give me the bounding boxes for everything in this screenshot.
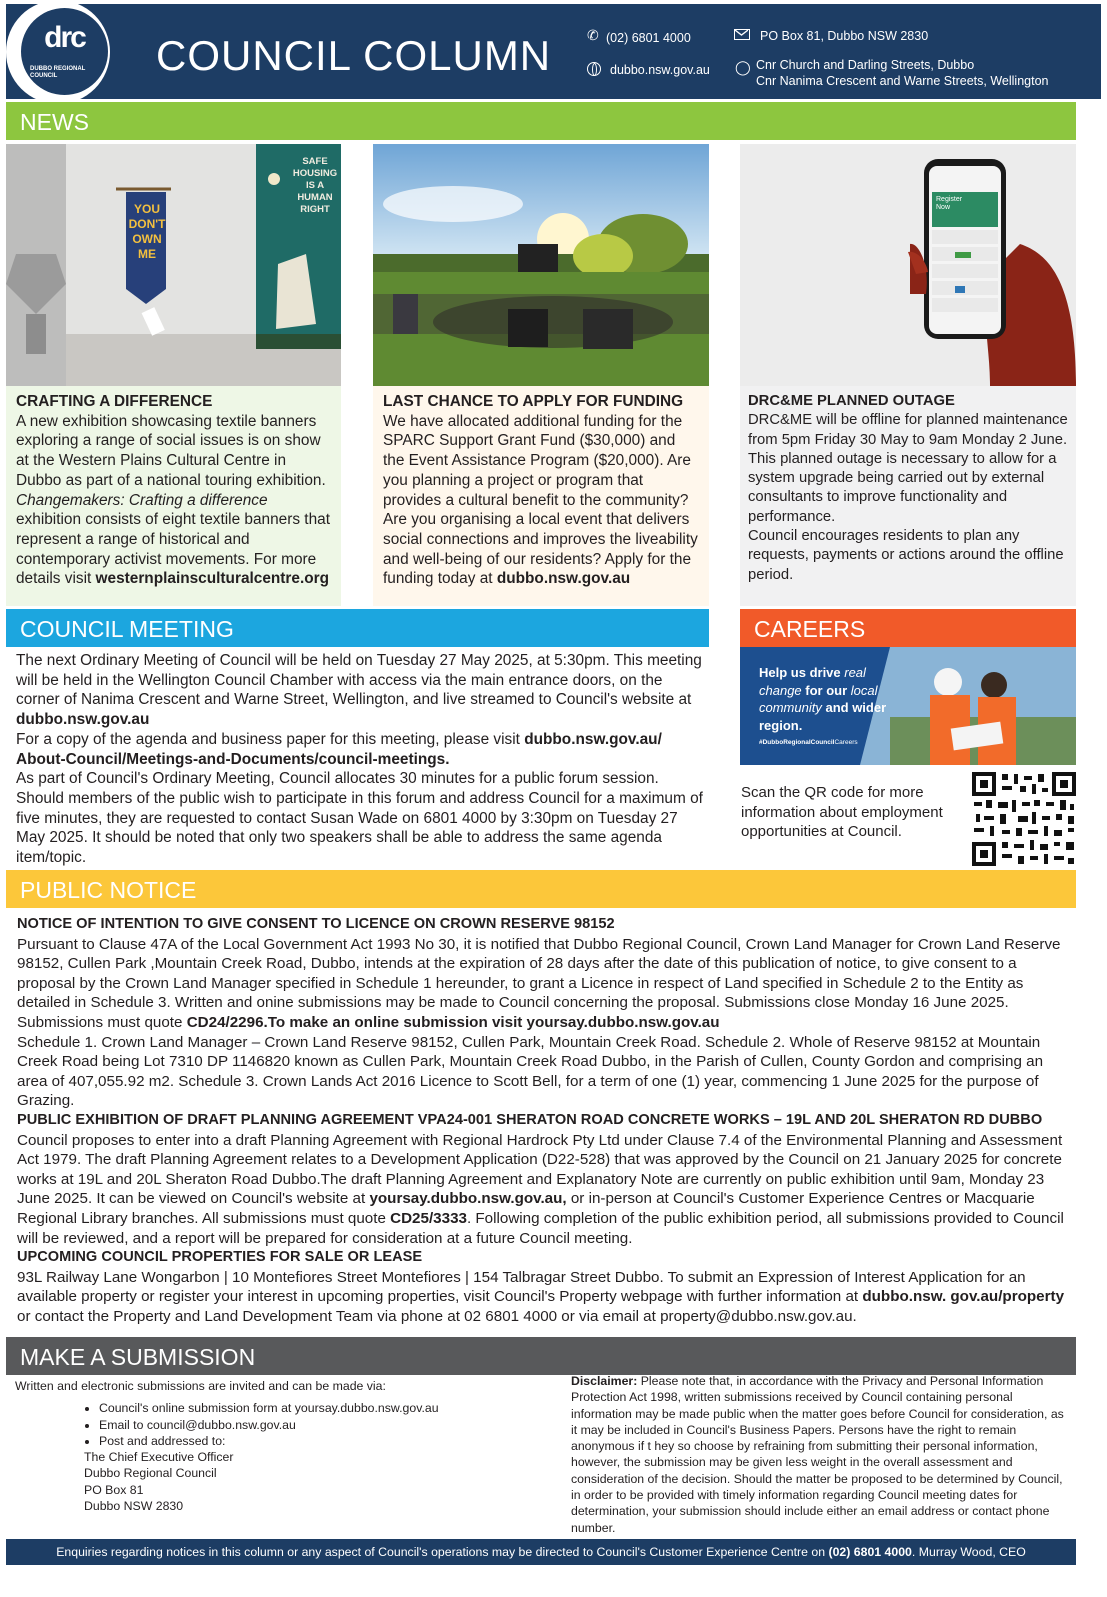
submission-disclaimer	[571, 1373, 1064, 1536]
notice-1-title: NOTICE OF INTENTION TO GIVE CONSENT TO LICENCE ON CROWN RESERVE 98152	[17, 916, 615, 932]
article-text: This planned outage is necessary to allow for a system upgrade being carried out by external consultants to improve functionality and performance.	[748, 450, 1057, 525]
footer-phone[interactable]: (02) 6801 4000	[828, 1545, 912, 1559]
exhibition-photo	[6, 144, 341, 386]
meeting-details: The next Ordinary Meeting of Council will be held on Tuesday 27 May 2025, at 5:30pm. This meeting will be held in the Wellington Council Chamber with access via the main entrance doors, on the corner of Nanima Crescent and Warne Street, Wellington, and live streamed to Council's website at	[16, 652, 702, 709]
logo-org-name: DUBBO REGIONAL COUNCIL	[30, 66, 86, 79]
logo-badge	[21, 8, 108, 95]
council-logo	[6, 0, 110, 104]
location-pin-icon: ◯	[735, 59, 751, 75]
header-address-2: Cnr Nanima Crescent and Warne Streets, Wellington	[756, 74, 1049, 88]
header-website[interactable]: dubbo.nsw.gov.au	[610, 63, 710, 77]
event-photo	[373, 144, 709, 386]
meeting-public-forum: As part of Council's Ordinary Meeting, Council allocates 30 minutes for a public forum session. Should members of the public wish to participate in this forum and address Council for a maximum of five minutes, they are requested to contact Susan Wade on 6801 4000 by 3:30pm on Tuesday 27 May 2025. It should be noted that only two speakers shall be able to address the same agenda item/topic.	[16, 770, 703, 867]
notice-2-text-end: . Following completion of the public exhibition period, all submissions provided to Council will be reviewed, and a report will be prepared for consideration at a future Council meeting.	[17, 1209, 1064, 1247]
news-article-outage	[740, 386, 1076, 606]
footer-text: Enquiries regarding notices in this column or any aspect of Council's operations may be directed to Council's Customer Experience Centre on	[56, 1545, 829, 1559]
article-link[interactable]: westernplainsculturalcentre.org	[95, 570, 330, 588]
careers-hashtag: #DubboRegionalCouncilCareers	[759, 739, 858, 746]
submission-online[interactable]: • Council's online submission form at yoursay.dubbo.nsw.gov.au	[99, 1400, 555, 1416]
careers-promo-banner[interactable]	[740, 647, 1076, 765]
submission-post: • Post and addressed to:	[99, 1433, 555, 1449]
article-text: A new exhibition showcasing textile banners exploring a range of social issues is on show at the Western Plains Cultural Centre in Dubbo as part of a national touring exhibition.	[16, 412, 326, 489]
article-title: CRAFTING A DIFFERENCE	[16, 393, 213, 410]
page-title: COUNCIL COLUMN	[156, 32, 552, 79]
news-article-funding	[373, 386, 709, 606]
notice-3-title: UPCOMING COUNCIL PROPERTIES FOR SALE OR LEASE	[17, 1249, 423, 1266]
council-meeting-text	[16, 651, 708, 868]
notice-3-link[interactable]: dubbo.nsw. gov.au/property	[862, 1288, 1065, 1306]
article-text-cont: exhibition consists of eight textile banners that represent a range of historical and contemporary activist movements. For more details visit	[16, 511, 330, 588]
article-exhibition-name: Changemakers: Crafting a difference	[16, 491, 268, 509]
notice-2-code: CD25/3333	[390, 1209, 467, 1227]
public-notice-text	[17, 915, 1069, 1326]
notice-2-text: Council proposes to enter into a draft Planning Agreement with Regional Hardrock Pty Ltd under Clause 7.4 of the Environmental Planning and Assessment Act 1979. The draft Planning Agreement relates to a Development Application (D22-528) that was approved by the Council on 21 January 2025 for concrete works at 19L and 20L Sheraton Road Dubbo.The draft Planning Agreement and Explanatory Note are currently on public exhibition until 9am, Monday 23 June 2025. It can be viewed on Council's website at	[17, 1131, 1063, 1208]
careers-promo-text: Help us drive real change for our local community and wider region.	[759, 665, 887, 733]
careers-qr-code[interactable]	[972, 772, 1076, 866]
notice-2-link[interactable]: yoursay.dubbo.nsw.gov.au,	[369, 1190, 567, 1208]
phone-register-button: Register Now	[936, 196, 963, 211]
header-address-1: Cnr Church and Darling Streets, Dubbo	[756, 58, 975, 72]
news-section-bar: NEWS	[6, 102, 1076, 140]
meeting-agenda-link[interactable]: dubbo.nsw.gov.au/ About-Council/Meetings-and-Documents/council-meetings.	[16, 730, 662, 768]
phone-icon: ✆	[587, 27, 599, 43]
submission-methods	[15, 1378, 555, 1514]
public-notice-section-bar: PUBLIC NOTICE	[6, 870, 1076, 908]
submission-address: The Chief Executive Officer Dubbo Regional Council PO Box 81 Dubbo NSW 2830	[84, 1450, 234, 1514]
article-link[interactable]: dubbo.nsw.gov.au	[496, 570, 631, 588]
council-meeting-section-bar: COUNCIL MEETING	[6, 609, 709, 647]
notice-1-online-link[interactable]: .To make an online submission visit yoursay.dubbo.nsw.gov.au	[263, 1013, 720, 1031]
mail-icon	[734, 29, 750, 40]
globe-icon	[587, 62, 601, 76]
careers-qr-text: Scan the QR code for more information about employment opportunities at Council.	[741, 784, 943, 841]
header-po-box: PO Box 81, Dubbo NSW 2830	[760, 29, 929, 43]
disclaimer-text: Please note that, in accordance with the Privacy and Personal Information Protection Act 1998, written submissions received by Council containing personal information may be made public when the matter goes before Council for consideration, as it may be included in Council's Business Papers. Persons have the right to remain anonymous if t hey so choose by refraining from submitting their personal information, however, the submission may be given less weight in the overall assessment and consideration of the decision. Should the matter be proposed to be determined by Council, in order to be provided with timely information regarding Council meeting dates for determination, your submission should include either an email address or contact phone number.	[571, 1374, 1064, 1535]
banner-text-1: YOU DON'T OWN ME	[128, 202, 166, 261]
notice-2-title: PUBLIC EXHIBITION OF DRAFT PLANNING AGREEMENT VPA24-001 SHERATON ROAD CONCRETE WORKS – 19L AND 20L SHERATON RD DUBBO	[17, 1111, 1043, 1128]
notice-1-schedule: Schedule 1. Crown Land Manager – Crown Land Reserve 98152, Cullen Park, Mountain Creek Road. Schedule 2. Whole of Reserve 98152 at Mountain Creek Road being Lot 7310 DP 1146820 known as Cullen Park, Mountain Creek Road Dubbo, in the Parish of Cullen, County Gordon and comprising an area of 407,055.92 m2. Schedule 3. Crown Lands Act 2016 Licence to Scott Bell, for a term of one (1) year, commencing 1 June 2025 for the purpose of Grazing.	[17, 1033, 1044, 1110]
notice-1-code: CD24/2296	[186, 1013, 264, 1031]
submission-email[interactable]: • Email to council@dubbo.nsw.gov.au	[99, 1417, 555, 1433]
article-title: DRC&ME PLANNED OUTAGE	[748, 393, 955, 409]
article-text: DRC&ME will be offline for planned maintenance from 5pm Friday 30 May to 9am Monday 2 June.	[748, 412, 1068, 448]
meeting-agenda: For a copy of the agenda and business paper for this meeting, please visit	[16, 730, 525, 748]
logo-initials: drc	[44, 21, 85, 54]
news-article-crafting	[6, 386, 341, 606]
notice-2-text-cont: or in-person at Council's Customer Experience Centres or Macquarie Regional Library branches. All submissions must quote	[17, 1190, 1035, 1227]
notice-1-text: Pursuant to Clause 47A of the Local Government Act 1993 No 30, it is notified that Dubbo Regional Council, Crown Land Manager for Crown Land Reserve 98152, Cullen Park ,Mountain Creek Road, Dubbo, intends at the expiration of 28 days after the date of this publication of notice, to give consent to a proposal by the Crown Land Manager specified in Schedule 1 hereunder, to grant a Licence in respect of Land specified in Schedule 2 to the Entity as detailed in Schedule 3. Written and onine submissions may be made to Council concerning the proposal. Submissions close Monday 16 June 2025. Submissions must quote	[17, 935, 1061, 1031]
notice-3-text: 93L Railway Lane Wongarbon | 10 Montefiores Street Montefiores | 154 Talbragar Street Dubbo. To submit an Expression of Interest Application for an available property or register your interest in upcoming properties, visit Council's Property webpage with further information at	[17, 1268, 1026, 1306]
banner-text-2: SAFE HOUSING IS A HUMAN RIGHT	[292, 156, 338, 215]
notice-3-text-cont: or contact the Property and Land Development Team via phone at 02 6801 4000 or via email at property@dubbo.nsw.gov.au.	[17, 1307, 857, 1325]
app-phone-photo	[740, 144, 1076, 386]
disclaimer-label: Disclaimer:	[571, 1374, 638, 1388]
submission-section-bar: MAKE A SUBMISSION	[6, 1337, 1076, 1375]
submission-intro: Written and electronic submissions are invited and can be made via:	[15, 1379, 386, 1393]
article-title: LAST CHANCE TO APPLY FOR FUNDING	[383, 393, 684, 410]
article-text: We have allocated additional funding for the SPARC Support Grant Fund ($30,000) and the Event Assistance Program ($20,000). Are you planning a project or program that provides a cultural benefit to the community? Are you organising a local event that delivers social connections and improves the liveability and well-being of our residents? Apply for the funding today at	[383, 412, 698, 588]
article-text: Council encourages residents to plan any requests, payments or actions around the offline period.	[748, 528, 1064, 583]
careers-section-bar: CAREERS	[740, 609, 1076, 647]
header-phone[interactable]: (02) 6801 4000	[606, 31, 691, 45]
footer-ceo: . Murray Wood, CEO	[911, 1545, 1026, 1559]
page-footer	[6, 1539, 1076, 1565]
meeting-website-link[interactable]: dubbo.nsw.gov.au	[16, 711, 150, 729]
